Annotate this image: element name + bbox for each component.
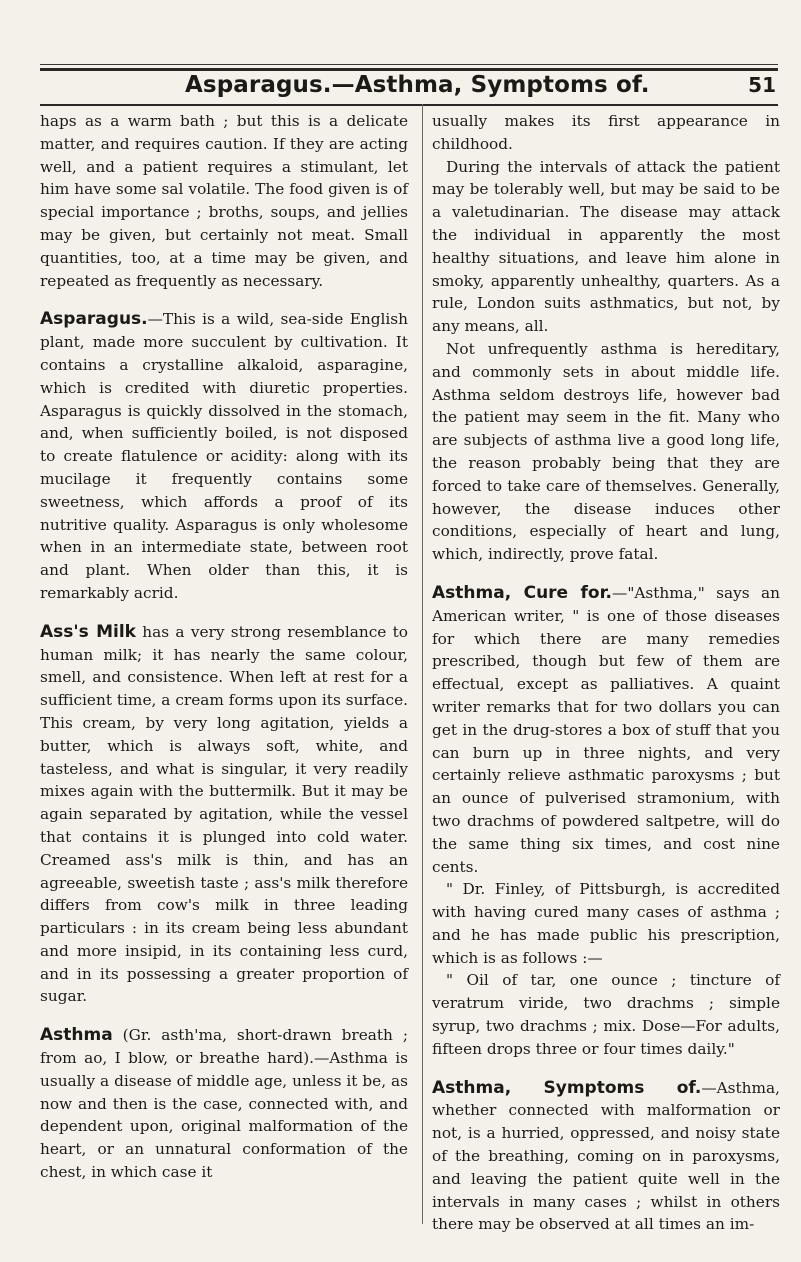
page-number: 51 [748, 73, 776, 97]
entry-asparagus [40, 308, 408, 604]
header-rule-thin [40, 64, 778, 65]
entry-ass-milk-body: has a very strong resemblance to human milk; it has nearly the same colour, smell, and consistence. When left at rest for a sufficient time, a cream forms upon its surface. This cream, by very long agitation, yields a butter, which is always soft, white, and tasteless, and what is singular, it very readily mixes again with the buttermilk. But it may be again separated by agitation, while the vessel that contains it is plunged into cold water. Creamed ass's milk is thin, and has an agreeable, sweetish taste ; ass's milk therefore differs from cow's milk in three leading particulars : in its cream being less abundant and more insipid, in its containing less curd, and in its possessing a greater proportion of sugar. [40, 622, 408, 1006]
entry-asthma-symptoms-body: —Asthma, whether connected with malformation or not, is a hurried, oppressed, and noisy state of the breathing, coming on in paroxysms, and leaving the patient quite well in the intervals in many cases ; whilst in others there may be observed at all times an im- [432, 1078, 780, 1234]
entry-ass-milk [40, 621, 408, 1009]
page-header [40, 70, 778, 106]
entry-asthma-body: (Gr. asth'ma, short-drawn breath ; from ao, I blow, or breathe hard).—Asthma is usually a disease of middle age, unless it be, as now and then is the case, connected with, and dependent upon, original malformation of the heart, or an unnatural conformation of the chest, in which case it [40, 1026, 408, 1182]
paragraph-finley: " Dr. Finley, of Pittsburgh, is accredited with having cured many cases of asthma ; and he has made public his prescription, which is as follows :— [432, 880, 780, 967]
paragraph-childhood: usually makes its first appearance in childhood. [432, 112, 780, 153]
header-bottom-rule [40, 104, 778, 106]
entry-asthma-symptoms [432, 1077, 780, 1237]
entry-asparagus-body: —This is a wild, sea-side English plant, made more succulent by cultivation. It contains a crystalline alkaloid, asparagine, which is credited with diuretic properties. Asparagus is quickly dissolved in the stomach, and, when sufficiently boiled, is not disposed to create flatulence or acidity: along with its mucilage it frequently contains some sweetness, which affords a proof of its nutritive quality. Asparagus is only wholesome when in an intermediate state, between root and plant. When older than this, it is remarkably acrid. [40, 310, 408, 602]
entry-asthma [40, 1024, 408, 1184]
paragraph-intervals: During the intervals of attack the patient may be tolerably well, but may be said to be a valetudinarian. The disease may attack the individual in apparently the most healthy situations, and leave him alone in smoky, apparently unhealthy, quarters. As a rule, London suits asthmatics, but not, by any means, all. [432, 157, 780, 336]
paragraph-bath-continuation: haps as a warm bath ; but this is a delicate matter, and requires caution. If they are acting well, and a patient requires a stimulant, let him have some sal volatile. The food given is of special importance ; broths, soups, and jellies may be given, but certainly not meat. Small quantities, too, at a time may be given, and repeated as frequently as necessary. [40, 112, 408, 290]
headword-asthma-symptoms: Asthma, Symptoms of. [432, 1077, 702, 1098]
column-divider [422, 104, 423, 1224]
headword-asthma-cure: Asthma, Cure for. [432, 582, 613, 603]
running-title: Asparagus.—Asthma, Symptoms of. [185, 72, 650, 98]
headword-ass-milk: Ass's Milk [40, 621, 136, 642]
paragraph-hereditary: Not unfrequently asthma is hereditary, and commonly sets in about middle life. Asthma seldom destroys life, however bad the patient may seem in the fit. Many who are subjects of asthma live a good long life, the reason probably being that they are forced to take care of themselves. Generally, however, the disease induces other conditions, especially of heart and lung, which, indirectly, prove fatal. [432, 339, 780, 564]
entry-asthma-cure-body: —"Asthma," says an American writer, " is one of those diseases for which there are many remedies prescribed, though but few of them are effectual, except as palliatives. A quaint writer remarks that for two dollars you can get in the drug-stores a box of stuff that you can burn up in three nights, and very certainly relieve asthmatic paroxysms ; but an ounce of pulverised stramonium, with two drachms of powdered saltpetre, will do the same thing six times, and cost nine cents. [432, 583, 780, 876]
entry-asthma-cure [432, 582, 780, 878]
headword-asthma: Asthma [40, 1025, 113, 1046]
left-column [40, 110, 408, 1184]
right-column [432, 110, 780, 1236]
headword-asparagus: Asparagus. [40, 309, 148, 330]
paragraph-prescription: " Oil of tar, one ounce ; tincture of veratrum viride, two drachms ; simple syrup, two drachms ; mix. Dose—For adults, fifteen drops three or four times daily." [432, 971, 780, 1058]
